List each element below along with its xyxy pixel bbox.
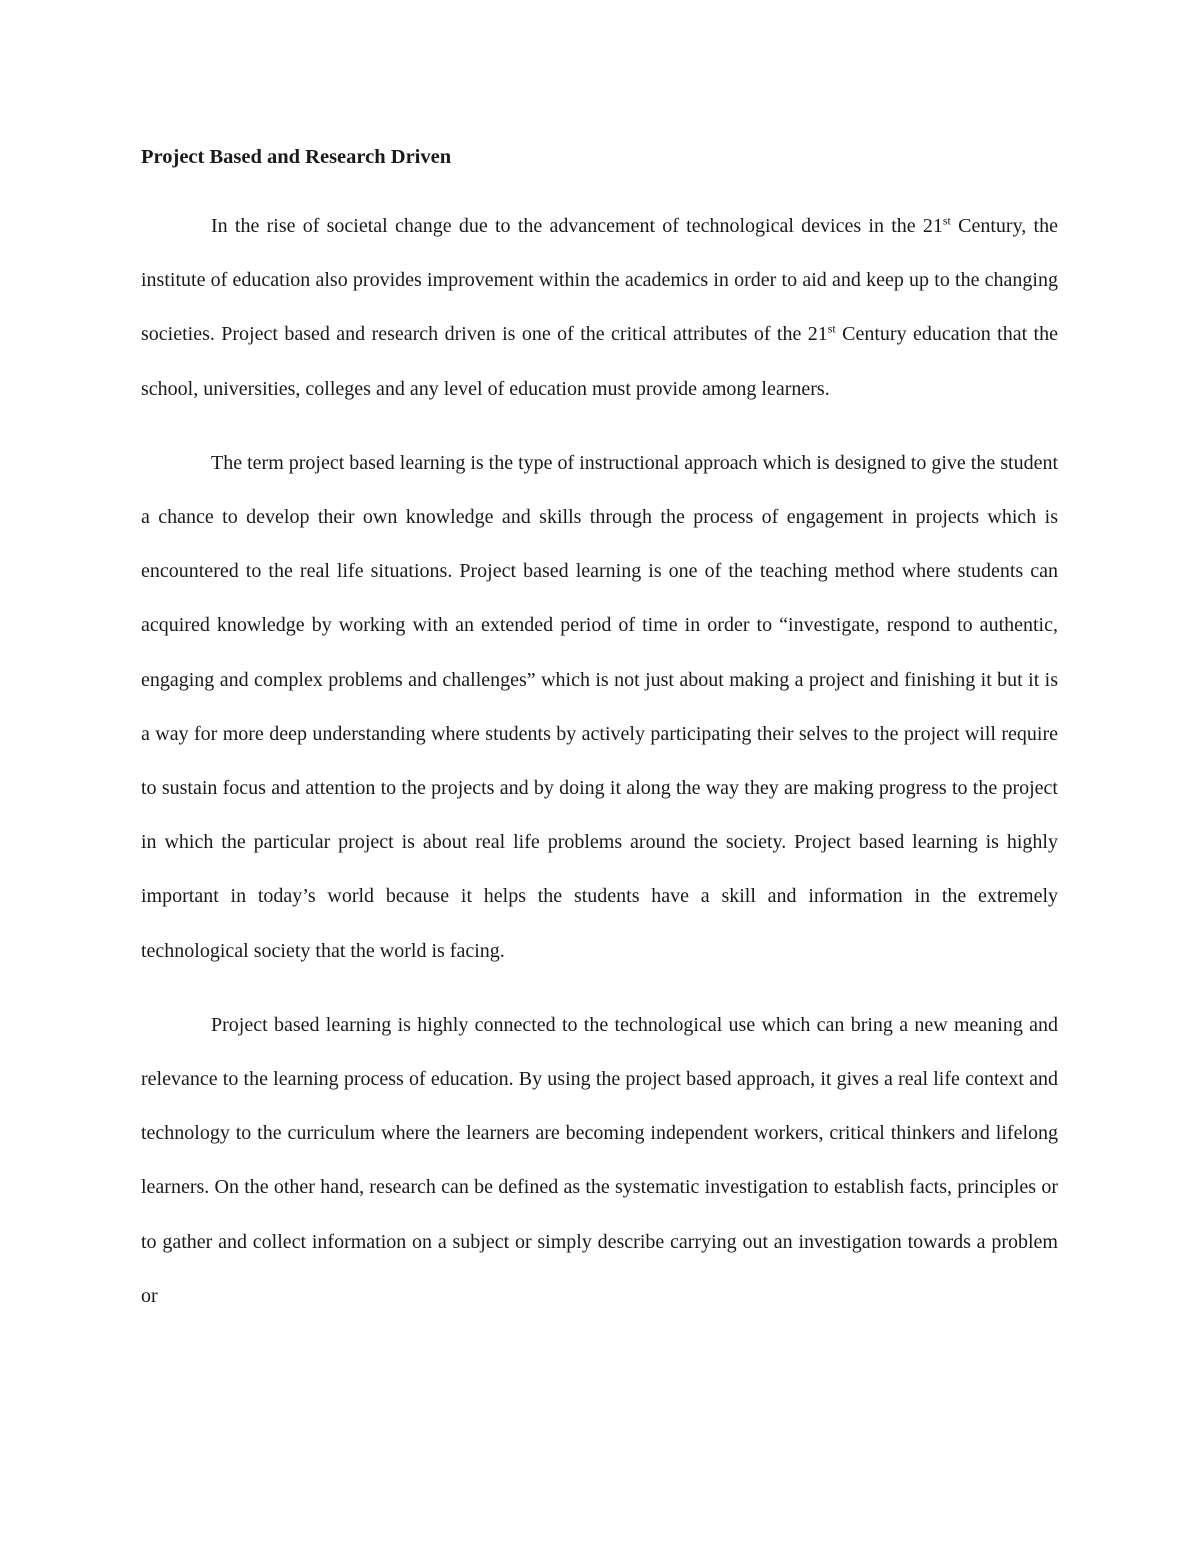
paragraph-3: Project based learning is highly connected to the technological use which can bring a new meaning and relevance to the learning process of education. By using the project based approach, it gives a real life context and technology to the curriculum where the learners are becoming independent workers, critical thinkers and lifelong learners. On the other hand, research can be defined as the systematic investigation to establish facts, principles or to gather and collect information on a subject or simply describe carrying out an investigation towards a problem or [141, 1013, 1058, 1307]
paragraph-1-part-2: Century, the institute of education also provides improvement within the academics in order to aid and keep up to the changing societies. Project based and research driven is one of the critical attributes of the 21 [141, 215, 1058, 346]
document-title: Project Based and Research Driven [141, 146, 452, 168]
ordinal-suffix-1: st [942, 213, 951, 228]
paragraph-1-part-1: In the rise of societal change due to the advancement of technological devices in the 21 [211, 215, 943, 237]
paragraph-1 [141, 199, 1058, 436]
document-body [141, 140, 1058, 1323]
ordinal-suffix-2: st [827, 321, 836, 336]
paragraph-2: The term project based learning is the type of instructional approach which is designed to give the student a chance to develop their own knowledge and skills through the process of engagement in projects which is encountered to the real life situations. Project based learning is one of the teaching method where students can acquired knowledge by working with an extended period of time in order to “investigate, respond to authentic, engaging and complex problems and challenges” which is not just about making a project and finishing it but it is a way for more deep understanding where students by actively participating their selves to the project will require to sustain focus and attention to the projects and by doing it along the way they are making progress to the project in which the particular project is about real life problems around the society. Project based learning is highly important in today’s world because it helps the students have a skill and information in the extremely technological society that the world is facing. [141, 451, 1058, 962]
paragraph-1-part-3: Century education that the school, universities, colleges and any level of education must provide among learners. [141, 323, 1058, 400]
